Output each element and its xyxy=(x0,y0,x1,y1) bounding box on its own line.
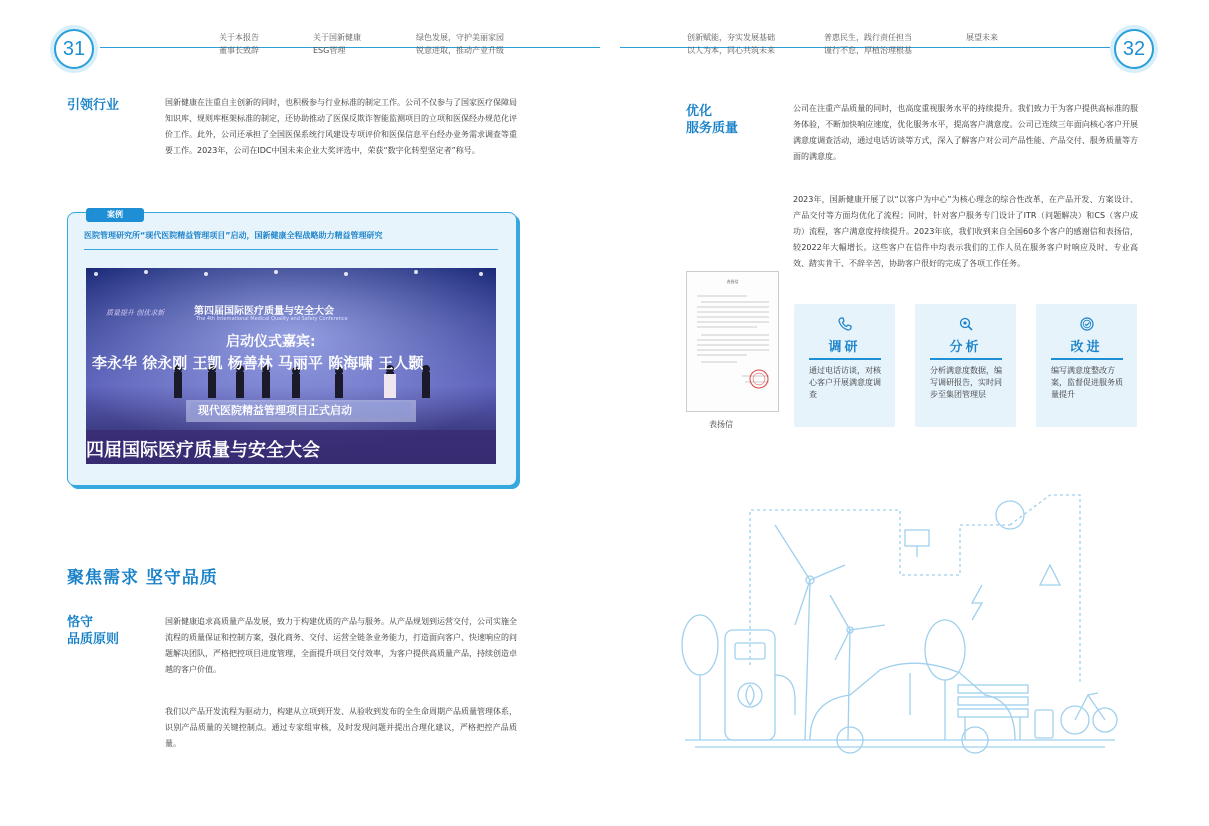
nav-item-green[interactable] xyxy=(416,31,504,57)
photo-conference-english: The 4th International Medical Quality and Safety Conference xyxy=(196,316,348,322)
green-energy-illustration xyxy=(680,485,1120,775)
letter-caption: 表扬信 xyxy=(709,420,733,429)
nav-link-innovation[interactable]: 创新赋能，夯实发展基础 xyxy=(687,33,775,42)
nav-link-about-report[interactable]: 关于本报告 xyxy=(219,33,259,42)
nav-item-innovation[interactable] xyxy=(687,31,775,57)
photo-guest-names: 李永华 徐永刚 王凯 杨善林 马丽平 陈海啸 王人颢 xyxy=(92,354,424,372)
card-analysis-underline xyxy=(930,358,1002,360)
nav-link-chairman[interactable]: 董事长致辞 xyxy=(219,46,259,55)
letter-text-lines xyxy=(687,272,780,413)
magnifier-gear-icon xyxy=(958,316,974,332)
focus-heading: 聚焦需求 坚守品质 xyxy=(67,568,218,588)
principle-heading-line2: 品质原则 xyxy=(67,632,120,647)
photo-conference-name: 第四届国际医疗质量与安全大会 xyxy=(194,306,334,317)
nav-item-company[interactable] xyxy=(313,31,361,57)
nav-link-industry[interactable]: 锐意进取，推动产业升级 xyxy=(416,46,504,55)
nav-item-welfare[interactable] xyxy=(824,31,912,57)
card-research xyxy=(794,304,895,427)
card-improve-title: 改进 xyxy=(1070,340,1103,355)
nav-link-welfare[interactable]: 普惠民生，践行责任担当 xyxy=(824,33,912,42)
phone-icon xyxy=(837,316,853,332)
nav-link-about-company[interactable]: 关于国新健康 xyxy=(313,33,361,42)
nav-item-report[interactable] xyxy=(219,31,259,57)
lead-paragraph: 国新健康在注重自主创新的同时，也积极参与行业标准的制定工作。公司不仅参与了国家医疗保障局知识库、规则库框架标准的制定，还协助推动了医保反欺诈智能监测项目的立项和医保经办规范化评价工作。此外，公司还承担了全国医保系统行风建设专项评价和医保信息平台经办业务需求调查等重要工作。2023年，公司在IDC中国未来企业大奖评选中，荣获“数字化转型坚定者”称号。 xyxy=(165,98,517,155)
photo-podium-text: 现代医院精益管理项目正式启动 xyxy=(198,404,352,417)
photo-slogan: 质量提升 创优求新 xyxy=(106,309,165,317)
nav-link-people[interactable]: 以人为本，同心共筑未来 xyxy=(687,46,775,55)
service-heading-line1: 优化 xyxy=(686,104,713,119)
card-analysis-title: 分析 xyxy=(949,340,982,355)
page-number-left: 31 xyxy=(54,29,94,69)
case-tag: 案例 xyxy=(86,208,144,222)
card-research-title: 调研 xyxy=(828,340,861,355)
page-number-right: 32 xyxy=(1114,29,1154,69)
card-improve xyxy=(1036,304,1137,427)
card-improve-underline xyxy=(1051,358,1123,360)
check-badge-icon xyxy=(1079,316,1095,332)
nav-link-green[interactable]: 绿色发展，守护美丽家园 xyxy=(416,33,504,42)
lead-heading: 引领行业 xyxy=(67,98,120,113)
service-heading-line2: 服务质量 xyxy=(686,121,739,136)
nav-link-outlook[interactable]: 展望未来 xyxy=(966,33,998,42)
principle-heading xyxy=(67,614,119,648)
card-analysis-desc: 分析满意度数据，编写调研报告，实时同步至集团管理层 xyxy=(930,366,1002,399)
photo-bottom-banner: 四届国际医疗质量与安全大会 xyxy=(86,440,320,461)
principle-paragraph-1: 国新健康追求高质量产品发展，致力于构建优质的产品与服务。从产品规划到运营交付，公司实施全流程的质量保证和控制方案，强化商务、交付、运营全链条业务能力，打造面向客户、快速响应的问题解决团队，严格把控项目进度管理，全面提升项目交付效率，为客户提供高质量产品，持续创造卓越的客户价值。 xyxy=(165,617,517,674)
praise-letter-image xyxy=(686,271,779,412)
conference-photo xyxy=(86,268,496,464)
card-research-underline xyxy=(809,358,881,360)
nav-link-esg[interactable]: ESG管理 xyxy=(313,46,346,55)
case-title: 医院管理研究所“现代医院精益管理项目”启动，国新健康全程战略助力精益管理研究 xyxy=(84,231,383,240)
service-heading xyxy=(686,103,738,137)
case-divider xyxy=(84,249,498,250)
card-analysis xyxy=(915,304,1016,427)
card-research-desc: 通过电话访谈，对核心客户开展满意度调查 xyxy=(809,366,881,399)
letter-title: 表扬信 xyxy=(726,279,739,284)
card-improve-desc: 编写满意度整改方案，监督促进服务质量提升 xyxy=(1051,366,1123,399)
nav-item-outlook[interactable] xyxy=(966,31,998,44)
service-paragraph-1: 公司在注重产品质量的同时，也高度重视服务水平的持续提升。我们致力于为客户提供高标准的服务体验，不断加快响应速度，优化服务水平，提高客户满意度。公司已连续三年面向核心客户开展满意度调查活动，通过电话访谈等方式，深入了解客户对公司产品性能、产品交付、服务质量等方面的满意度。 xyxy=(793,104,1138,161)
principle-heading-line1: 恪守 xyxy=(67,615,94,630)
photo-guest-heading: 启动仪式嘉宾: xyxy=(226,334,316,350)
principle-paragraph-2: 我们以产品开发流程为驱动力，构建从立项到开发、从验收到发布的全生命周期产品质量管理体系，识别产品质量的关键控制点。通过专家组审核，及时发现问题并提出合理化建议，严格把控产品质量。 xyxy=(165,707,517,748)
nav-link-governance[interactable]: 谨行不怠，厚植治理根基 xyxy=(824,46,912,55)
service-paragraph-2: 2023年，国新健康开展了以“以客户为中心”为核心理念的综合性改革，在产品开发、方案设计、产品交付等方面均优化了流程；同时，针对客户服务专门设计了ITR（问题解决）和CS（客户成功）流程，客户满意度持续提升。2023年底，我们收到来自全国60多个客户的感谢信和表扬信，较2022年大幅增长。这些客户在信件中均表示我们的工作人员在服务客户时响应及时、专业高效、踏实肯干、不辞辛苦，协助客户很好的完成了各项工作任务。 xyxy=(793,195,1138,268)
